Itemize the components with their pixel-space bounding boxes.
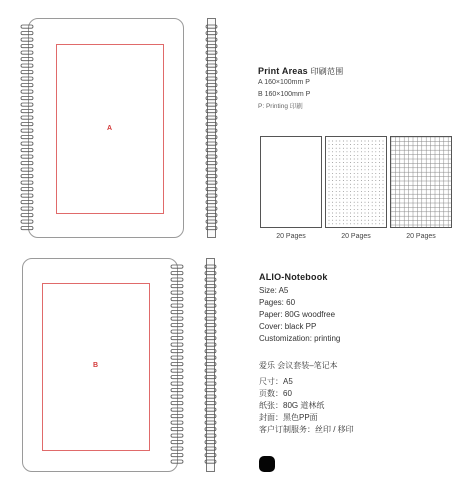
spec-paper-cn: 纸张：80G 道林纸 bbox=[259, 401, 325, 410]
product-title: ALIO-Notebook bbox=[259, 272, 328, 282]
print-areas-block bbox=[258, 66, 343, 113]
spiral-coil bbox=[205, 389, 216, 392]
spiral-coil bbox=[21, 38, 33, 41]
spiral-coil bbox=[21, 149, 33, 152]
spiral-coil bbox=[206, 25, 217, 28]
spiral-coil bbox=[171, 356, 183, 359]
spiral-coil bbox=[21, 162, 33, 165]
spiral-coil bbox=[205, 304, 216, 307]
spiral-coil bbox=[171, 415, 183, 418]
spiral-coil bbox=[21, 45, 33, 48]
spiral-coil bbox=[205, 350, 216, 353]
spiral-coil bbox=[206, 194, 217, 197]
blank-page-sample bbox=[260, 136, 322, 228]
spiral-coil bbox=[21, 207, 33, 210]
spiral-coil bbox=[171, 402, 183, 405]
printing-note: P: Printing 印刷 bbox=[258, 103, 303, 110]
spiral-coil bbox=[21, 194, 33, 197]
spiral-coil bbox=[205, 317, 216, 320]
bottom-notebook-spiral bbox=[170, 262, 184, 468]
spiral-coil bbox=[171, 285, 183, 288]
spec-cover-cn: 封面：黑色PP面 bbox=[259, 413, 318, 422]
spiral-coil bbox=[171, 382, 183, 385]
print-area-a-size: A 160×100mm P bbox=[258, 79, 310, 86]
spiral-coil bbox=[205, 421, 216, 424]
spiral-coil bbox=[205, 415, 216, 418]
spiral-coil bbox=[205, 395, 216, 398]
print-area-a-label: A bbox=[107, 125, 113, 132]
spiral-coil bbox=[206, 90, 217, 93]
spiral-coil bbox=[205, 428, 216, 431]
spiral-coil bbox=[171, 376, 183, 379]
spiral-coil bbox=[205, 376, 216, 379]
spiral-coil bbox=[205, 382, 216, 385]
spiral-coil bbox=[205, 330, 216, 333]
spiral-coil bbox=[171, 460, 183, 463]
spiral-coil bbox=[206, 84, 217, 87]
spiral-coil bbox=[171, 324, 183, 327]
spiral-coil bbox=[205, 447, 216, 450]
spiral-coil bbox=[205, 408, 216, 411]
spec-size: Size: A5 bbox=[259, 286, 289, 295]
bottom-side-spiral bbox=[204, 262, 217, 468]
print-areas-title-cn: 印刷范围 bbox=[310, 67, 344, 76]
spiral-coil bbox=[206, 51, 217, 54]
spiral-coil bbox=[21, 155, 33, 158]
spiral-coil bbox=[205, 369, 216, 372]
spiral-coil bbox=[206, 71, 217, 74]
product-title-cn: 爱乐 会议套装–笔记本 bbox=[259, 361, 338, 370]
spiral-coil bbox=[21, 188, 33, 191]
dotted-page-label: 20 Pages bbox=[341, 233, 371, 240]
spiral-coil bbox=[206, 136, 217, 139]
print-areas-heading bbox=[258, 66, 343, 77]
spiral-coil bbox=[21, 181, 33, 184]
spiral-coil bbox=[205, 265, 216, 268]
spec-pages-cn: 页数：60 bbox=[259, 389, 292, 398]
spiral-coil bbox=[171, 395, 183, 398]
spec-cover: Cover: black PP bbox=[259, 322, 317, 331]
spiral-coil bbox=[21, 220, 33, 223]
spiral-coil bbox=[206, 149, 217, 152]
spiral-coil bbox=[206, 58, 217, 61]
spiral-coil bbox=[21, 77, 33, 80]
spiral-coil bbox=[206, 175, 217, 178]
spiral-coil bbox=[206, 168, 217, 171]
spiral-coil bbox=[205, 324, 216, 327]
spiral-coil bbox=[171, 265, 183, 268]
spiral-coil bbox=[205, 337, 216, 340]
spiral-coil bbox=[21, 25, 33, 28]
spec-customization: Customization: printing bbox=[259, 334, 341, 343]
cover-color-swatch bbox=[259, 456, 275, 472]
spiral-coil bbox=[171, 343, 183, 346]
spiral-coil bbox=[171, 350, 183, 353]
spiral-coil bbox=[21, 168, 33, 171]
spiral-coil bbox=[206, 162, 217, 165]
spiral-coil bbox=[206, 77, 217, 80]
spiral-coil bbox=[171, 421, 183, 424]
spiral-coil bbox=[206, 116, 217, 119]
spiral-coil bbox=[21, 116, 33, 119]
spiral-coil bbox=[21, 136, 33, 139]
spiral-coil bbox=[206, 214, 217, 217]
spiral-coil bbox=[171, 317, 183, 320]
specs-chinese bbox=[259, 360, 354, 436]
spiral-coil bbox=[21, 97, 33, 100]
spiral-coil bbox=[171, 337, 183, 340]
spiral-coil bbox=[206, 220, 217, 223]
spiral-coil bbox=[205, 298, 216, 301]
spiral-coil bbox=[206, 32, 217, 35]
spiral-coil bbox=[206, 64, 217, 67]
spiral-coil bbox=[205, 285, 216, 288]
spiral-coil bbox=[205, 402, 216, 405]
spiral-coil bbox=[171, 408, 183, 411]
spiral-coil bbox=[21, 90, 33, 93]
spec-pages: Pages: 60 bbox=[259, 298, 296, 307]
spiral-coil bbox=[21, 129, 33, 132]
print-areas-title: Print Areas bbox=[258, 66, 308, 76]
spiral-coil bbox=[171, 291, 183, 294]
spiral-coil bbox=[171, 441, 183, 444]
spiral-coil bbox=[205, 454, 216, 457]
spiral-coil bbox=[205, 460, 216, 463]
spiral-coil bbox=[21, 51, 33, 54]
spiral-coil bbox=[206, 97, 217, 100]
spiral-coil bbox=[206, 45, 217, 48]
grid-page-label: 20 Pages bbox=[406, 233, 436, 240]
spiral-coil bbox=[205, 278, 216, 281]
spiral-coil bbox=[21, 201, 33, 204]
top-side-spiral bbox=[205, 22, 218, 234]
spiral-coil bbox=[206, 110, 217, 113]
spiral-coil bbox=[21, 123, 33, 126]
spec-customization-cn: 客户订制服务：丝印 / 移印 bbox=[259, 425, 354, 434]
spec-size-cn: 尺寸：A5 bbox=[259, 377, 293, 386]
spiral-coil bbox=[206, 103, 217, 106]
spiral-coil bbox=[21, 214, 33, 217]
spiral-coil bbox=[206, 227, 217, 230]
spiral-coil bbox=[205, 272, 216, 275]
spiral-coil bbox=[205, 356, 216, 359]
spiral-coil bbox=[206, 201, 217, 204]
spiral-coil bbox=[206, 181, 217, 184]
spiral-coil bbox=[21, 227, 33, 230]
spiral-coil bbox=[21, 58, 33, 61]
spiral-coil bbox=[206, 207, 217, 210]
spiral-coil bbox=[171, 389, 183, 392]
spec-paper: Paper: 80G woodfree bbox=[259, 310, 336, 319]
spiral-coil bbox=[206, 38, 217, 41]
dotted-page-sample bbox=[325, 136, 387, 228]
spiral-coil bbox=[171, 278, 183, 281]
spiral-coil bbox=[171, 428, 183, 431]
spiral-coil bbox=[206, 155, 217, 158]
spiral-coil bbox=[205, 441, 216, 444]
spiral-coil bbox=[21, 103, 33, 106]
spiral-coil bbox=[171, 298, 183, 301]
spiral-coil bbox=[171, 330, 183, 333]
spiral-coil bbox=[171, 447, 183, 450]
spiral-coil bbox=[205, 311, 216, 314]
spiral-coil bbox=[21, 71, 33, 74]
print-area-b-size: B 160×100mm P bbox=[258, 91, 311, 98]
spiral-coil bbox=[205, 343, 216, 346]
spiral-coil bbox=[171, 369, 183, 372]
spiral-coil bbox=[171, 311, 183, 314]
spiral-coil bbox=[206, 123, 217, 126]
top-notebook-spiral bbox=[20, 22, 34, 234]
blank-page-label: 20 Pages bbox=[276, 233, 306, 240]
spiral-coil bbox=[171, 272, 183, 275]
spiral-coil bbox=[205, 363, 216, 366]
spiral-coil bbox=[206, 142, 217, 145]
specs-english bbox=[259, 272, 340, 345]
print-area-b-label: B bbox=[93, 362, 99, 369]
spiral-coil bbox=[206, 129, 217, 132]
spiral-coil bbox=[205, 291, 216, 294]
spiral-coil bbox=[21, 175, 33, 178]
spiral-coil bbox=[21, 64, 33, 67]
spiral-coil bbox=[21, 84, 33, 87]
spiral-coil bbox=[171, 304, 183, 307]
spiral-coil bbox=[171, 434, 183, 437]
spiral-coil bbox=[171, 454, 183, 457]
spiral-coil bbox=[171, 363, 183, 366]
spiral-coil bbox=[206, 188, 217, 191]
spiral-coil bbox=[205, 434, 216, 437]
spiral-coil bbox=[21, 142, 33, 145]
spiral-coil bbox=[21, 110, 33, 113]
spiral-coil bbox=[21, 32, 33, 35]
grid-page-sample bbox=[390, 136, 452, 228]
